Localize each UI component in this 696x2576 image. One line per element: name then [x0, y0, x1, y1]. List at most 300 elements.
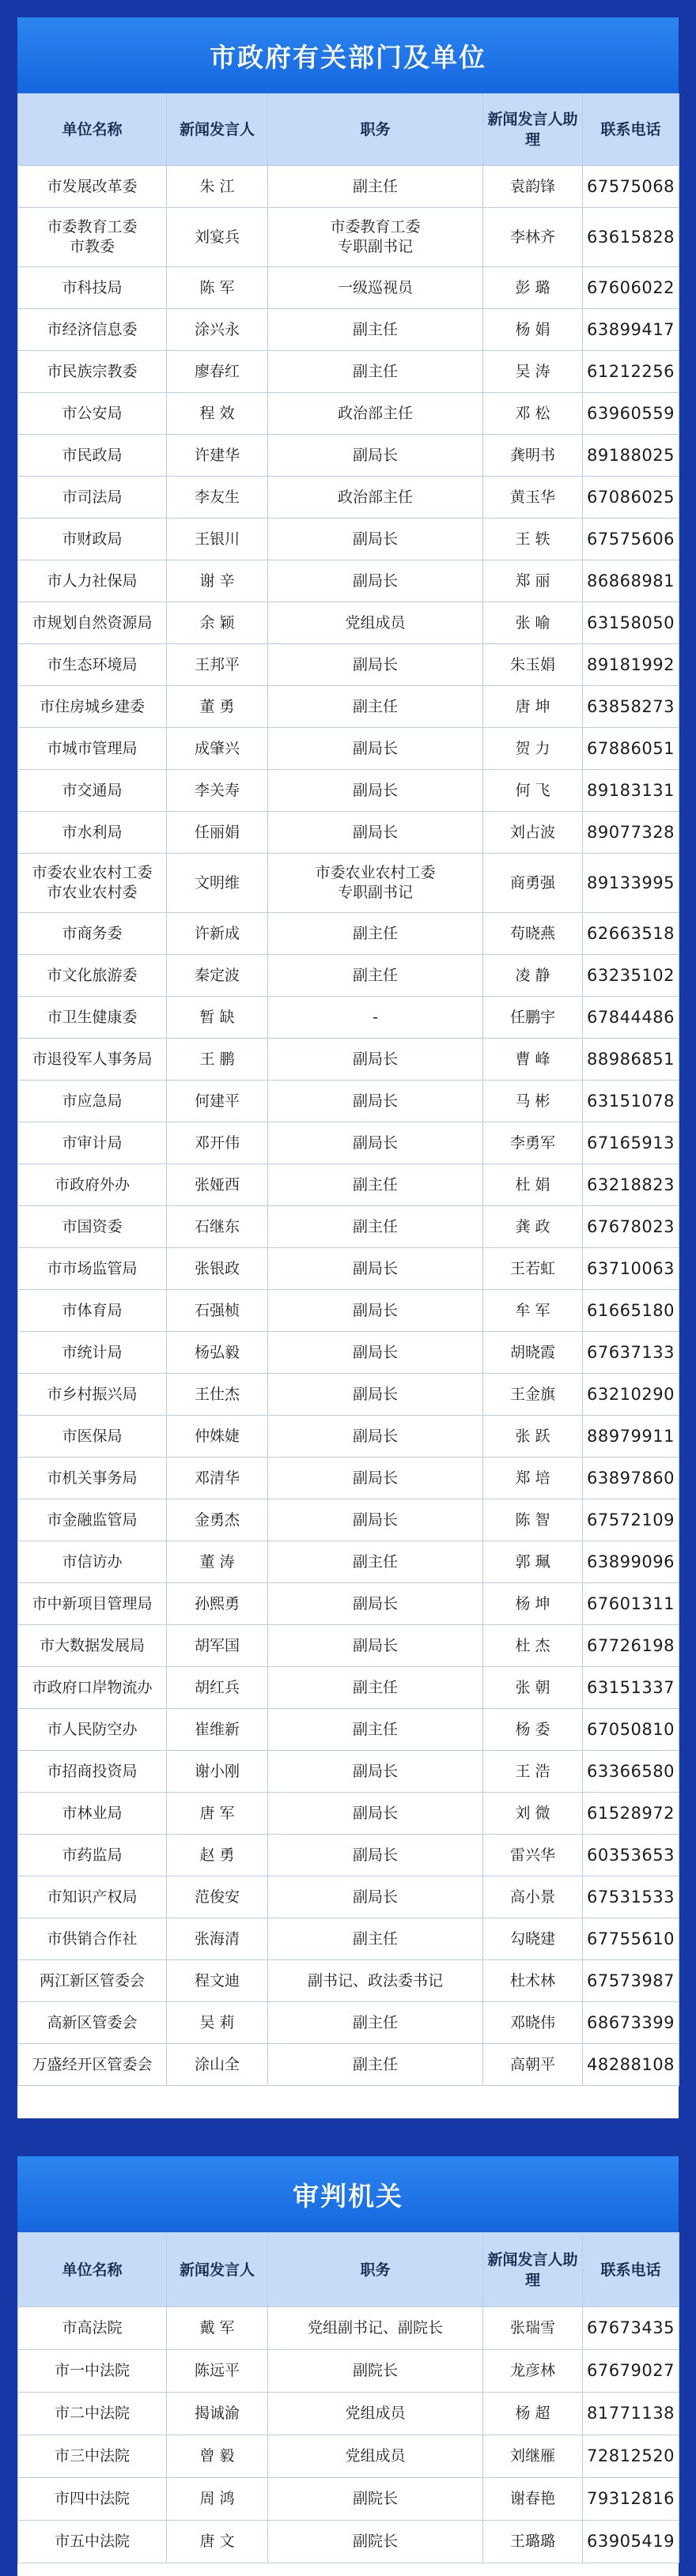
table-row — [18, 1541, 679, 1583]
position-cell: 副主任 — [268, 1918, 483, 1960]
position-cell: 副书记、政法委书记 — [268, 1960, 483, 2002]
spokesman-cell: 李关寿 — [167, 770, 268, 812]
unit-cell: 市司法局 — [18, 477, 167, 519]
position-cell: 副局长 — [268, 770, 483, 812]
assistant-cell: 杨 娟 — [483, 309, 583, 351]
assistant-cell: 王璐璐 — [483, 2521, 583, 2563]
phone-cell: 67726198 — [583, 1625, 679, 1667]
section-divider — [0, 2118, 696, 2156]
spokesman-cell: 暂 缺 — [167, 997, 268, 1039]
table-row — [18, 2521, 679, 2563]
table-row — [18, 1499, 679, 1541]
assistant-cell: 吴 涛 — [483, 351, 583, 393]
phone-cell: 63615828 — [583, 208, 679, 267]
table-row — [18, 1416, 679, 1458]
spokesman-cell: 唐 军 — [167, 1793, 268, 1835]
assistant-cell: 龚明书 — [483, 435, 583, 477]
spokesman-cell: 范俊安 — [167, 1876, 268, 1918]
phone-cell: 63897860 — [583, 1458, 679, 1499]
position-cell: 党组成员 — [268, 602, 483, 644]
assistant-cell: 刘继雁 — [483, 2435, 583, 2478]
table-row — [18, 997, 679, 1039]
spokesman-cell: 王邦平 — [167, 644, 268, 686]
section-banner-gov — [17, 17, 679, 93]
table-row — [18, 1918, 679, 1960]
unit-cell: 市国资委 — [18, 1206, 167, 1248]
table-row — [18, 1835, 679, 1876]
phone-cell: 63960559 — [583, 393, 679, 435]
spokesman-cell: 朱 江 — [167, 166, 268, 208]
spokesman-cell: 董 涛 — [167, 1541, 268, 1583]
assistant-cell: 贺 力 — [483, 728, 583, 770]
assistant-cell: 郑 丽 — [483, 560, 583, 602]
phone-cell: 67165913 — [583, 1122, 679, 1164]
phone-cell: 63210290 — [583, 1374, 679, 1416]
section-title-court: 审判机关 — [293, 2180, 403, 2212]
position-cell: 副局长 — [268, 1081, 483, 1122]
assistant-cell: 李勇军 — [483, 1122, 583, 1164]
assistant-cell: 龙彦林 — [483, 2350, 583, 2393]
unit-cell: 市医保局 — [18, 1416, 167, 1458]
assistant-cell: 袁韵锋 — [483, 166, 583, 208]
unit-cell: 市委农业农村工委 市农业农村委 — [18, 854, 167, 913]
position-cell: 副主任 — [268, 309, 483, 351]
position-cell: 副主任 — [268, 686, 483, 728]
assistant-cell: 郑 培 — [483, 1458, 583, 1499]
position-cell: 副院长 — [268, 2350, 483, 2393]
phone-cell: 88986851 — [583, 1039, 679, 1081]
assistant-cell: 陈 智 — [483, 1499, 583, 1541]
assistant-cell: 邓 松 — [483, 393, 583, 435]
table-row — [18, 2435, 679, 2478]
table-row — [18, 686, 679, 728]
courts-card — [17, 2156, 679, 2576]
table-row — [18, 2393, 679, 2435]
unit-cell: 市统计局 — [18, 1332, 167, 1374]
position-cell: - — [268, 997, 483, 1039]
assistant-cell: 牟 军 — [483, 1290, 583, 1332]
position-cell: 副局长 — [268, 1039, 483, 1081]
table-row — [18, 208, 679, 267]
header-position: 职务 — [268, 94, 483, 166]
table-row — [18, 435, 679, 477]
position-cell: 政治部主任 — [268, 393, 483, 435]
spokesman-cell: 孙熙勇 — [167, 1583, 268, 1625]
phone-cell: 63151078 — [583, 1081, 679, 1122]
phone-cell: 63158050 — [583, 602, 679, 644]
unit-cell: 市民族宗教委 — [18, 351, 167, 393]
assistant-cell: 张瑞雪 — [483, 2307, 583, 2350]
unit-cell: 市大数据发展局 — [18, 1625, 167, 1667]
assistant-cell: 王 浩 — [483, 1751, 583, 1793]
table-row — [18, 477, 679, 519]
phone-cell: 48288108 — [583, 2044, 679, 2086]
table-row — [18, 309, 679, 351]
assistant-cell: 杨 坤 — [483, 1583, 583, 1625]
spokesman-cell: 成肇兴 — [167, 728, 268, 770]
unit-cell: 市卫生健康委 — [18, 997, 167, 1039]
phone-cell: 72812520 — [583, 2435, 679, 2478]
table-row — [18, 1122, 679, 1164]
unit-cell: 市乡村振兴局 — [18, 1374, 167, 1416]
position-cell: 副主任 — [268, 166, 483, 208]
position-cell: 副主任 — [268, 1206, 483, 1248]
position-cell: 副局长 — [268, 1793, 483, 1835]
position-cell: 副主任 — [268, 1667, 483, 1709]
table-row — [18, 1039, 679, 1081]
phone-cell: 79312816 — [583, 2478, 679, 2521]
header-phone: 联系电话 — [583, 94, 679, 166]
phone-cell: 63366580 — [583, 1751, 679, 1793]
spokesman-cell: 揭诚渝 — [167, 2393, 268, 2435]
unit-cell: 市知识产权局 — [18, 1876, 167, 1918]
header-unit: 单位名称 — [18, 2233, 167, 2307]
assistant-cell: 邓晓伟 — [483, 2002, 583, 2044]
phone-cell: 67531533 — [583, 1876, 679, 1918]
position-cell: 副局长 — [268, 435, 483, 477]
assistant-cell: 唐 坤 — [483, 686, 583, 728]
assistant-cell: 张 朝 — [483, 1667, 583, 1709]
phone-cell: 67637133 — [583, 1332, 679, 1374]
table-row — [18, 1751, 679, 1793]
spokesman-cell: 许建华 — [167, 435, 268, 477]
unit-cell: 市生态环境局 — [18, 644, 167, 686]
spokesman-cell: 许新成 — [167, 913, 268, 955]
position-cell: 副主任 — [268, 2044, 483, 2086]
table-row — [18, 2044, 679, 2086]
assistant-cell: 黄玉华 — [483, 477, 583, 519]
position-cell: 副局长 — [268, 644, 483, 686]
spokesman-cell: 涂兴永 — [167, 309, 268, 351]
assistant-cell: 龚 政 — [483, 1206, 583, 1248]
spokesman-cell: 张娅西 — [167, 1164, 268, 1206]
unit-cell: 市水利局 — [18, 812, 167, 854]
position-cell: 一级巡视员 — [268, 267, 483, 309]
position-cell: 市委教育工委 专职副书记 — [268, 208, 483, 267]
phone-cell: 67086025 — [583, 477, 679, 519]
court-contacts-table — [17, 2232, 679, 2563]
unit-cell: 市高法院 — [18, 2307, 167, 2350]
spokesman-cell: 廖春红 — [167, 351, 268, 393]
position-cell: 副局长 — [268, 1583, 483, 1625]
table-header-row — [18, 2233, 679, 2307]
spokesman-cell: 陈远平 — [167, 2350, 268, 2393]
spokesman-cell: 王仕杰 — [167, 1374, 268, 1416]
unit-cell: 市财政局 — [18, 519, 167, 560]
assistant-cell: 王金旗 — [483, 1374, 583, 1416]
phone-cell: 81771138 — [583, 2393, 679, 2435]
unit-cell: 市科技局 — [18, 267, 167, 309]
spokesman-cell: 戴 军 — [167, 2307, 268, 2350]
table-row — [18, 2478, 679, 2521]
phone-cell: 89183131 — [583, 770, 679, 812]
unit-cell: 市人力社保局 — [18, 560, 167, 602]
position-cell: 副局长 — [268, 1122, 483, 1164]
phone-cell: 63710063 — [583, 1248, 679, 1290]
spokesman-cell: 何建平 — [167, 1081, 268, 1122]
phone-cell: 61212256 — [583, 351, 679, 393]
unit-cell: 市体育局 — [18, 1290, 167, 1332]
phone-cell: 89133995 — [583, 854, 679, 913]
header-unit: 单位名称 — [18, 94, 167, 166]
assistant-cell: 谢春艳 — [483, 2478, 583, 2521]
assistant-cell: 任鹏宇 — [483, 997, 583, 1039]
unit-cell: 市应急局 — [18, 1081, 167, 1122]
phone-cell: 61665180 — [583, 1290, 679, 1332]
table-header-row — [18, 94, 679, 166]
phone-cell: 63218823 — [583, 1164, 679, 1206]
phone-cell: 67575606 — [583, 519, 679, 560]
position-cell: 副局长 — [268, 519, 483, 560]
assistant-cell: 苟晓燕 — [483, 913, 583, 955]
phone-cell: 67606022 — [583, 267, 679, 309]
assistant-cell: 张 喻 — [483, 602, 583, 644]
phone-cell: 63899096 — [583, 1541, 679, 1583]
position-cell: 党组副书记、副院长 — [268, 2307, 483, 2350]
table-row — [18, 1876, 679, 1918]
header-spokesman: 新闻发言人 — [167, 94, 268, 166]
table-row — [18, 2350, 679, 2393]
table-row — [18, 2307, 679, 2350]
spokesman-cell: 王 鹏 — [167, 1039, 268, 1081]
table-row — [18, 393, 679, 435]
unit-cell: 市政府外办 — [18, 1164, 167, 1206]
spokesman-cell: 程 效 — [167, 393, 268, 435]
phone-cell: 63858273 — [583, 686, 679, 728]
assistant-cell: 高小景 — [483, 1876, 583, 1918]
spokesman-cell: 胡军国 — [167, 1625, 268, 1667]
assistant-cell: 雷兴华 — [483, 1835, 583, 1876]
unit-cell: 两江新区管委会 — [18, 1960, 167, 2002]
spokesman-cell: 涂山全 — [167, 2044, 268, 2086]
table-row — [18, 644, 679, 686]
assistant-cell: 刘 微 — [483, 1793, 583, 1835]
position-cell: 副局长 — [268, 1374, 483, 1416]
table-row — [18, 913, 679, 955]
assistant-cell: 凌 静 — [483, 955, 583, 997]
phone-cell: 63899417 — [583, 309, 679, 351]
spokesman-cell: 余 颖 — [167, 602, 268, 644]
phone-cell: 67679027 — [583, 2350, 679, 2393]
spokesman-cell: 张海清 — [167, 1918, 268, 1960]
phone-cell: 67886051 — [583, 728, 679, 770]
table-row — [18, 1960, 679, 2002]
phone-cell: 67050810 — [583, 1709, 679, 1751]
position-cell: 副主任 — [268, 1709, 483, 1751]
spokesman-cell: 周 鸿 — [167, 2478, 268, 2521]
position-cell: 副主任 — [268, 2002, 483, 2044]
spokesman-cell: 金勇杰 — [167, 1499, 268, 1541]
table-row — [18, 1290, 679, 1332]
table-row — [18, 1583, 679, 1625]
phone-cell: 67575068 — [583, 166, 679, 208]
spokesman-cell: 唐 文 — [167, 2521, 268, 2563]
unit-cell: 市林业局 — [18, 1793, 167, 1835]
unit-cell: 市公安局 — [18, 393, 167, 435]
table-row — [18, 1667, 679, 1709]
spokesman-cell: 谢 辛 — [167, 560, 268, 602]
spokesman-cell: 谢小刚 — [167, 1751, 268, 1793]
assistant-cell: 杜术林 — [483, 1960, 583, 2002]
position-cell: 市委农业农村工委 专职副书记 — [268, 854, 483, 913]
position-cell: 副局长 — [268, 1499, 483, 1541]
spokesman-cell: 张银政 — [167, 1248, 268, 1290]
unit-cell: 市五中法院 — [18, 2521, 167, 2563]
position-cell: 副院长 — [268, 2478, 483, 2521]
assistant-cell: 高朝平 — [483, 2044, 583, 2086]
spokesman-cell: 石继东 — [167, 1206, 268, 1248]
spokesman-cell: 崔维新 — [167, 1709, 268, 1751]
assistant-cell: 郭 珮 — [483, 1541, 583, 1583]
position-cell: 党组成员 — [268, 2435, 483, 2478]
table-row — [18, 1248, 679, 1290]
assistant-cell: 商勇强 — [483, 854, 583, 913]
header-spokesman: 新闻发言人 — [167, 2233, 268, 2307]
spokesman-cell: 杨弘毅 — [167, 1332, 268, 1374]
unit-cell: 高新区管委会 — [18, 2002, 167, 2044]
phone-cell: 62663518 — [583, 913, 679, 955]
table-row — [18, 1081, 679, 1122]
position-cell: 副局长 — [268, 1332, 483, 1374]
header-position: 职务 — [268, 2233, 483, 2307]
phone-cell: 88979911 — [583, 1416, 679, 1458]
assistant-cell: 杨 超 — [483, 2393, 583, 2435]
unit-cell: 市市场监管局 — [18, 1248, 167, 1290]
position-cell: 副局长 — [268, 728, 483, 770]
phone-cell: 67572109 — [583, 1499, 679, 1541]
spokesman-cell: 赵 勇 — [167, 1835, 268, 1876]
position-cell: 党组成员 — [268, 2393, 483, 2435]
table-row — [18, 351, 679, 393]
spokesman-cell: 李友生 — [167, 477, 268, 519]
assistant-cell: 杜 杰 — [483, 1625, 583, 1667]
table-row — [18, 560, 679, 602]
table-row — [18, 602, 679, 644]
spokesman-cell: 邓开伟 — [167, 1122, 268, 1164]
position-cell: 副主任 — [268, 913, 483, 955]
position-cell: 政治部主任 — [268, 477, 483, 519]
unit-cell: 市规划自然资源局 — [18, 602, 167, 644]
spokesman-cell: 陈 军 — [167, 267, 268, 309]
unit-cell: 市金融监管局 — [18, 1499, 167, 1541]
assistant-cell: 曹 峰 — [483, 1039, 583, 1081]
table-row — [18, 2002, 679, 2044]
position-cell: 副主任 — [268, 351, 483, 393]
phone-cell: 67755610 — [583, 1918, 679, 1960]
unit-cell: 市供销合作社 — [18, 1918, 167, 1960]
unit-cell: 市机关事务局 — [18, 1458, 167, 1499]
table-row — [18, 1164, 679, 1206]
table-row — [18, 1458, 679, 1499]
assistant-cell: 王 轶 — [483, 519, 583, 560]
spokesman-cell: 程文迪 — [167, 1960, 268, 2002]
unit-cell: 市委教育工委 市教委 — [18, 208, 167, 267]
position-cell: 副主任 — [268, 1164, 483, 1206]
spokesman-cell: 任丽娟 — [167, 812, 268, 854]
position-cell: 副局长 — [268, 560, 483, 602]
phone-cell: 67673435 — [583, 2307, 679, 2350]
assistant-cell: 杨 委 — [483, 1709, 583, 1751]
position-cell: 副局长 — [268, 1290, 483, 1332]
assistant-cell: 杜 娟 — [483, 1164, 583, 1206]
assistant-cell: 彭 璐 — [483, 267, 583, 309]
unit-cell: 市经济信息委 — [18, 309, 167, 351]
position-cell: 副主任 — [268, 955, 483, 997]
unit-cell: 市三中法院 — [18, 2435, 167, 2478]
table-row — [18, 1206, 679, 1248]
position-cell: 副局长 — [268, 1835, 483, 1876]
unit-cell: 市审计局 — [18, 1122, 167, 1164]
phone-cell: 63151337 — [583, 1667, 679, 1709]
header-assistant: 新闻发言人助理 — [483, 94, 583, 166]
unit-cell: 市住房城乡建委 — [18, 686, 167, 728]
unit-cell: 市退役军人事务局 — [18, 1039, 167, 1081]
phone-cell: 67573987 — [583, 1960, 679, 2002]
unit-cell: 市文化旅游委 — [18, 955, 167, 997]
position-cell: 副局长 — [268, 1625, 483, 1667]
table-row — [18, 955, 679, 997]
phone-cell: 89077328 — [583, 812, 679, 854]
table-row — [18, 1374, 679, 1416]
spokesman-cell: 吴 莉 — [167, 2002, 268, 2044]
assistant-cell: 李林齐 — [483, 208, 583, 267]
table-row — [18, 1793, 679, 1835]
position-cell: 副局长 — [268, 1248, 483, 1290]
phone-cell: 63235102 — [583, 955, 679, 997]
phone-cell: 60353653 — [583, 1835, 679, 1876]
table-row — [18, 854, 679, 913]
phone-cell: 67844486 — [583, 997, 679, 1039]
spokesman-cell: 仲姝婕 — [167, 1416, 268, 1458]
assistant-cell: 朱玉娟 — [483, 644, 583, 686]
assistant-cell: 马 彬 — [483, 1081, 583, 1122]
position-cell: 副主任 — [268, 1541, 483, 1583]
unit-cell: 市民政局 — [18, 435, 167, 477]
position-cell: 副局长 — [268, 1751, 483, 1793]
unit-cell: 市一中法院 — [18, 2350, 167, 2393]
assistant-cell: 何 飞 — [483, 770, 583, 812]
spokesman-cell: 董 勇 — [167, 686, 268, 728]
table-row — [18, 1709, 679, 1751]
spokesman-cell: 石强桢 — [167, 1290, 268, 1332]
assistant-cell: 刘占波 — [483, 812, 583, 854]
spokesman-cell: 曾 毅 — [167, 2435, 268, 2478]
table-row — [18, 1625, 679, 1667]
table-row — [18, 519, 679, 560]
table-row — [18, 770, 679, 812]
table-row — [18, 166, 679, 208]
spokesman-cell: 邓清华 — [167, 1458, 268, 1499]
position-cell: 副院长 — [268, 2521, 483, 2563]
phone-cell: 67678023 — [583, 1206, 679, 1248]
unit-cell: 市发展改革委 — [18, 166, 167, 208]
phone-cell: 63905419 — [583, 2521, 679, 2563]
unit-cell: 市二中法院 — [18, 2393, 167, 2435]
unit-cell: 市招商投资局 — [18, 1751, 167, 1793]
unit-cell: 市中新项目管理局 — [18, 1583, 167, 1625]
position-cell: 副局长 — [268, 1458, 483, 1499]
unit-cell: 市政府口岸物流办 — [18, 1667, 167, 1709]
section-banner-court — [17, 2156, 679, 2232]
unit-cell: 市信访办 — [18, 1541, 167, 1583]
table-row — [18, 267, 679, 309]
gov-contacts-table — [17, 93, 679, 2086]
spokesman-cell: 刘宴兵 — [167, 208, 268, 267]
position-cell: 副局长 — [268, 1876, 483, 1918]
assistant-cell: 王若虹 — [483, 1248, 583, 1290]
header-phone: 联系电话 — [583, 2233, 679, 2307]
assistant-cell: 勾晓建 — [483, 1918, 583, 1960]
